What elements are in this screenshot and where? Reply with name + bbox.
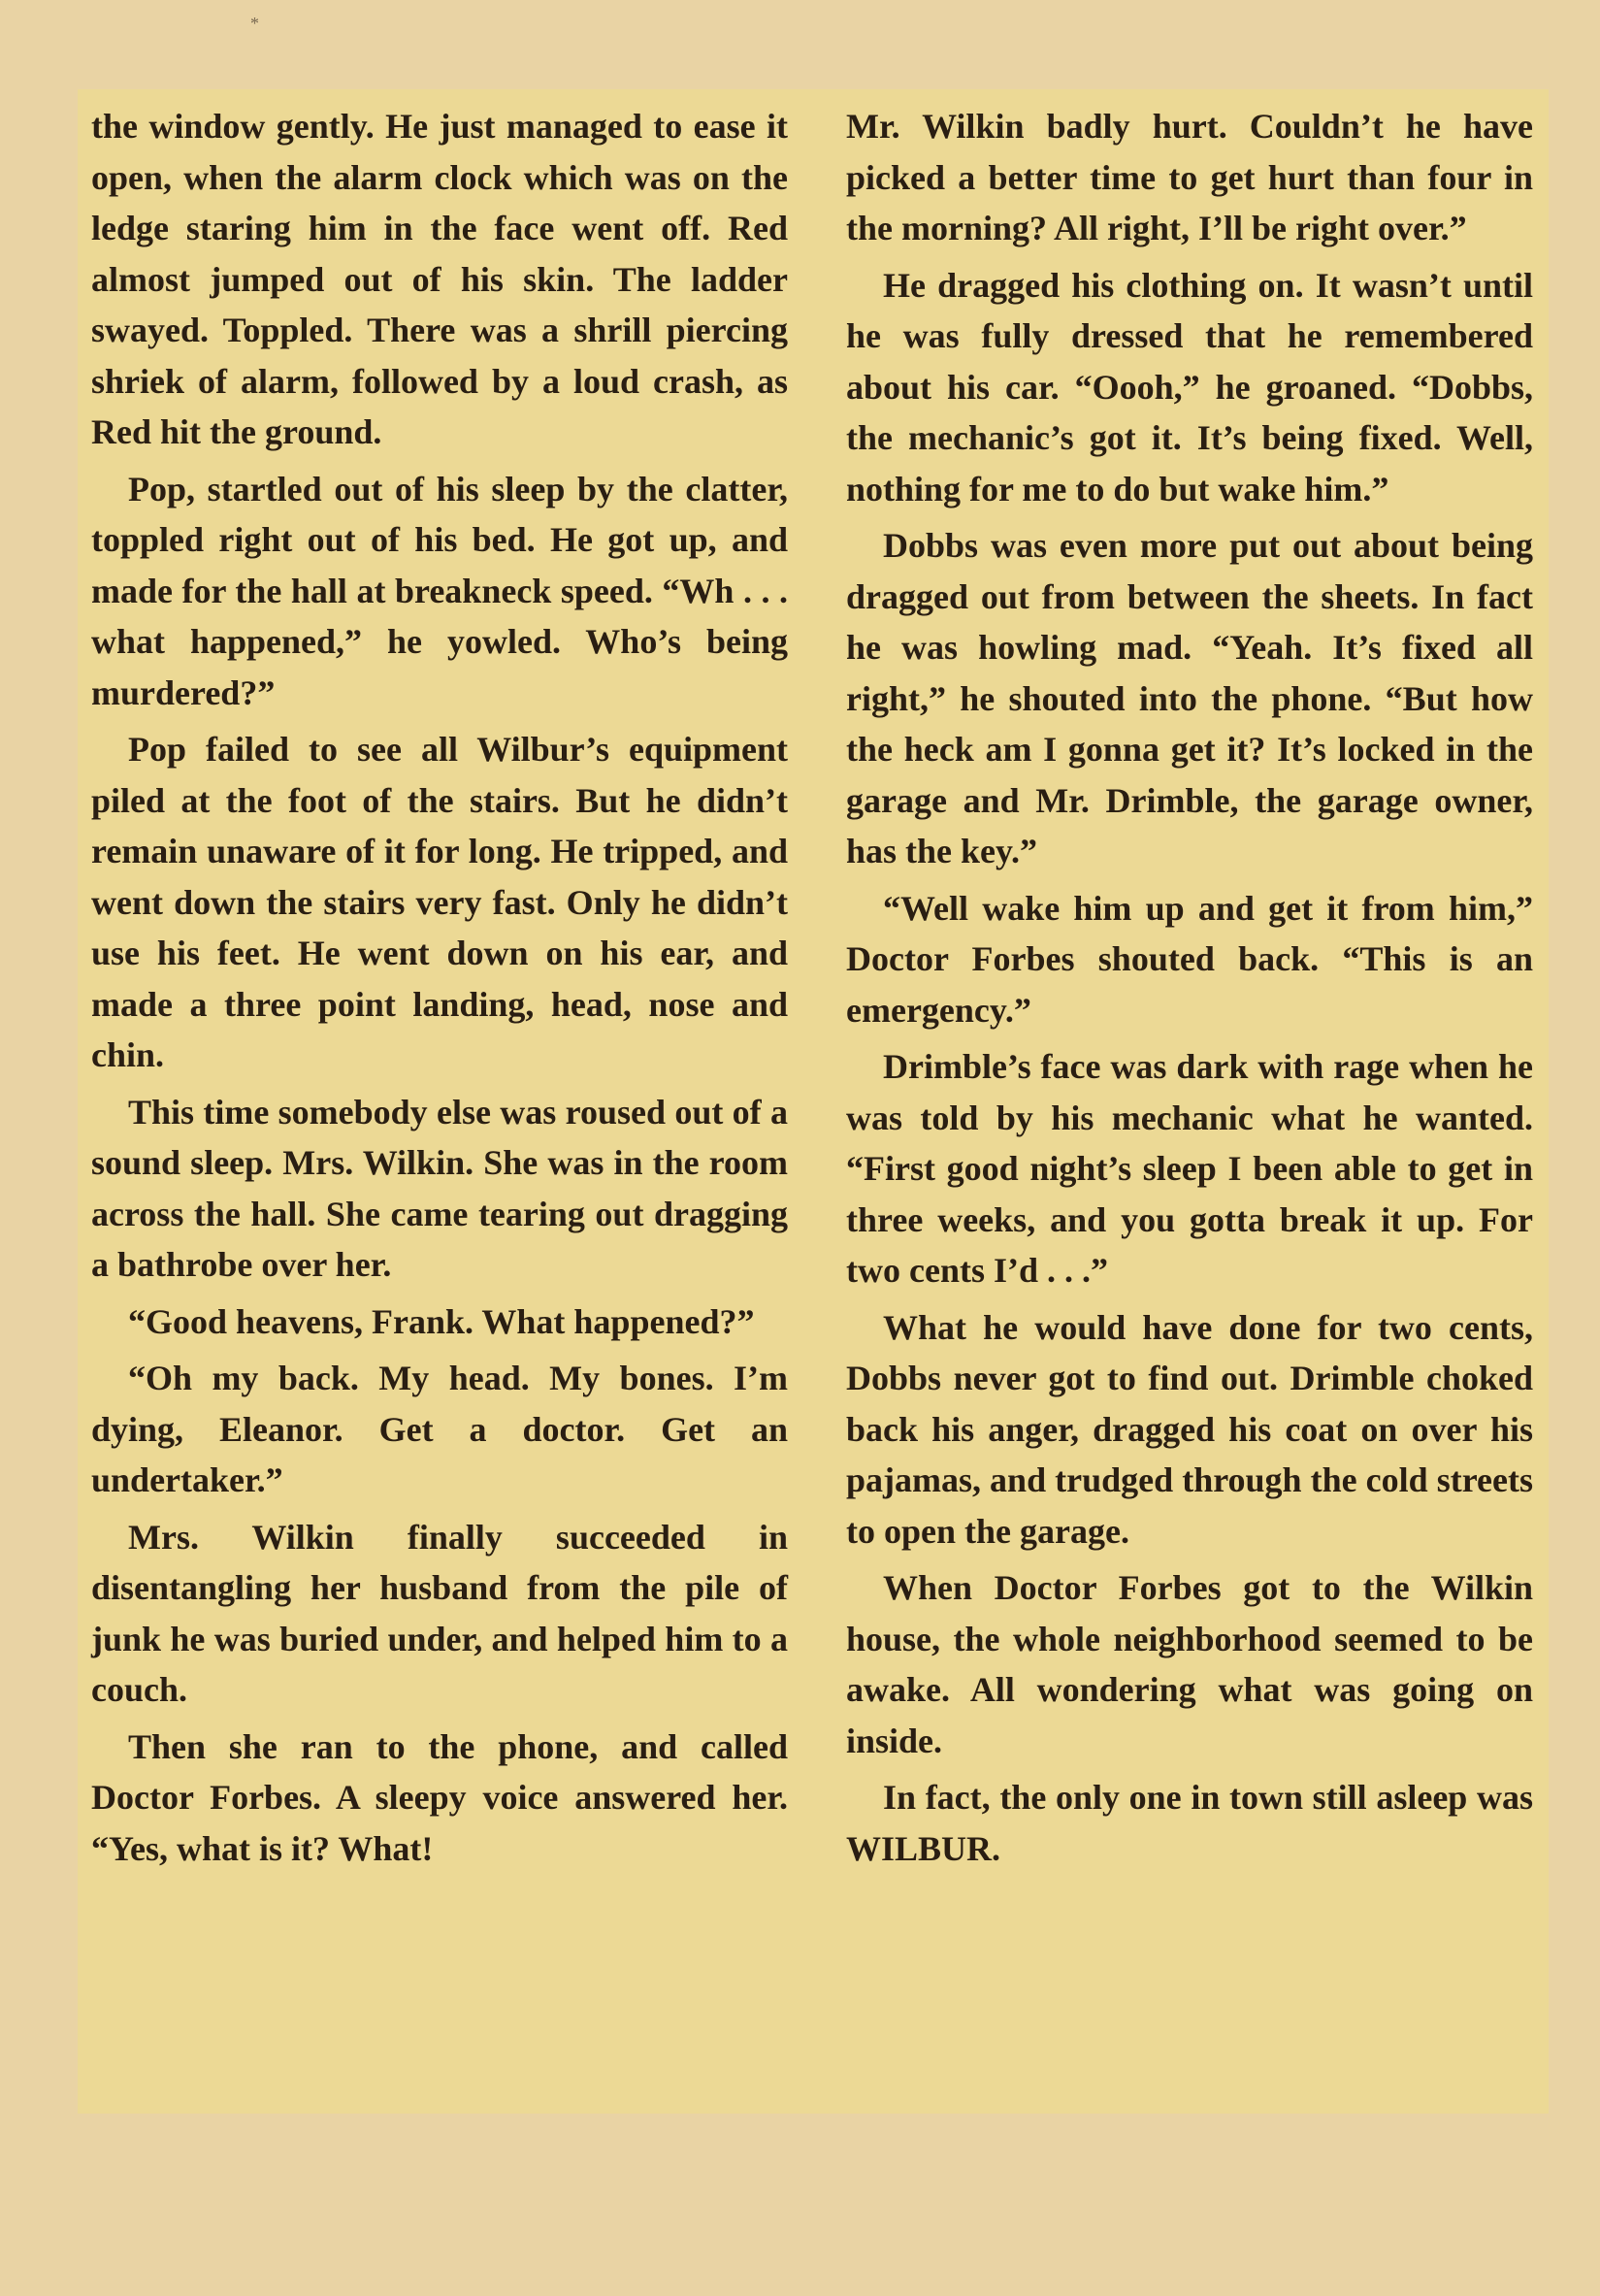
paragraph: Mrs. Wilkin finally succeeded in disentangling her husband from the pile of junk he was buried under, and helped him to a couch. (91, 1517, 788, 1709)
paragraph: Dobbs was even more put out about being dragged out from between the sheets. In fact he was howling mad. “Yeah. It’s fixed all right,” he shouted into the phone. “But how the heck am I gonna get it? It’s locked in the garage and Mr. Drimble, the garage owner, has the key.” (846, 526, 1533, 870)
paragraph: “Well wake him up and get it from him,” Doctor Forbes shouted back. “This is an emergency.” (846, 888, 1533, 1030)
page-mark: * (250, 14, 259, 33)
paragraph: Drimble’s face was dark with rage when he was told by his mechanic what he wanted. “First good night’s sleep I been able to get in three weeks, and you gotta break it up. For two cents I’d . . .” (846, 1047, 1533, 1290)
paragraph: He dragged his clothing on. It wasn’t until he was fully dressed that he remembered about his car. “Oooh,” he groaned. “Dobbs, the mechanic’s got it. It’s being fixed. Well, nothing for me to do but wake him.” (846, 265, 1533, 508)
paragraph: Mr. Wilkin badly hurt. Couldn’t he have picked a better time to get hurt than four in the morning? All right, I’ll be right over.” (846, 107, 1533, 247)
paragraph: In fact, the only one in town still asleep was WILBUR. (846, 1778, 1533, 1868)
paragraph: Pop, startled out of his sleep by the clatter, toppled right out of his bed. He got up, and made for the hall at breakneck speed. “Wh . . . what happened,” he yowled. Who’s being murdered?” (91, 469, 788, 712)
paragraph: Then she ran to the phone, and called Doctor Forbes. A sleepy voice answered her. “Yes, what is it? What! (91, 1726, 788, 1868)
right-column (846, 101, 1533, 1880)
paragraph: the window gently. He just managed to ease it open, when the alarm clock which was on the ledge staring him in the face went off. Red almost jumped out of his skin. The ladder swayed. Toppled. There was a shrill piercing shriek of alarm, followed by a loud crash, as Red hit the ground. (91, 107, 788, 451)
paragraph: “Oh my back. My head. My bones. I’m dying, Eleanor. Get a doctor. Get an undertaker.” (91, 1359, 788, 1499)
left-column (91, 101, 788, 1880)
paragraph: What he would have done for two cents, Dobbs never got to find out. Drimble choked back his anger, dragged his coat on over his pajamas, and trudged through the cold streets to open the garage. (846, 1307, 1533, 1551)
paragraph: When Doctor Forbes got to the Wilkin house, the whole neighborhood seemed to be awake. All wondering what was going on inside. (846, 1568, 1533, 1760)
paragraph: This time somebody else was roused out of a sound sleep. Mrs. Wilkin. She was in the room across the hall. She came tearing out dragging a bathrobe over her. (91, 1092, 788, 1284)
paragraph: “Good heavens, Frank. What happened?” (128, 1301, 755, 1341)
paragraph: Pop failed to see all Wilbur’s equipment piled at the foot of the stairs. But he didn’t remain unaware of it for long. He tripped, and went down the stairs very fast. Only he didn’t use his feet. He went down on his ear, and made a three point landing, head, nose and chin. (91, 730, 788, 1074)
